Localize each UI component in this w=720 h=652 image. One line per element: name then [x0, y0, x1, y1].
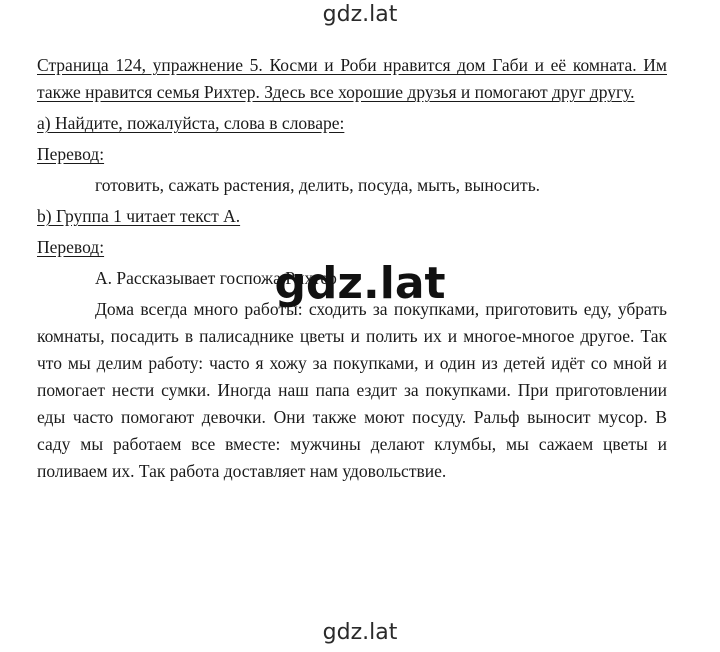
part-a-heading: a) Найдите, пожалуйста, слова в словаре:: [37, 113, 345, 133]
watermark-middle: gdz.lat: [274, 258, 446, 309]
text-body: Дома всегда много работы: сходить за покупками, приготовить еду, убрать комнаты, посадить в палисаднике цветы и полить их и многое-многое другое. Так что мы делим работу: часто я хожу за покупками, и один из детей идёт со мной и помогает нести сумки. Иногда наш папа ездит за покупками. При приготовлении еды часто помогают девочки. Они также моют посуду. Ральф выносит мусор. В саду мы работаем все вместе: мужчины делают клумбы, мы сажаем цветы и поливаем их. Так работа доставляет нам удовольствие.: [37, 299, 667, 481]
exercise-intro: Страница 124, упражнение 5. Косми и Роби нравится дом Габи и её комната. Им также нравится семья Рихтер. Здесь все хорошие друзья и помогают друг другу.: [37, 55, 667, 102]
text-title: А. Рассказывает госпожа Рихтер: [95, 268, 337, 288]
part-a-words: готовить, сажать растения, делить, посуда, мыть, выносить.: [95, 175, 541, 195]
watermark-top: gdz.lat: [322, 2, 398, 27]
watermark-bottom: gdz.lat: [322, 620, 398, 645]
part-b-translation-label: Перевод:: [37, 237, 105, 257]
part-b-heading: b) Группа 1 читает текст А.: [37, 206, 241, 226]
part-a-translation-label: Перевод:: [37, 144, 105, 164]
